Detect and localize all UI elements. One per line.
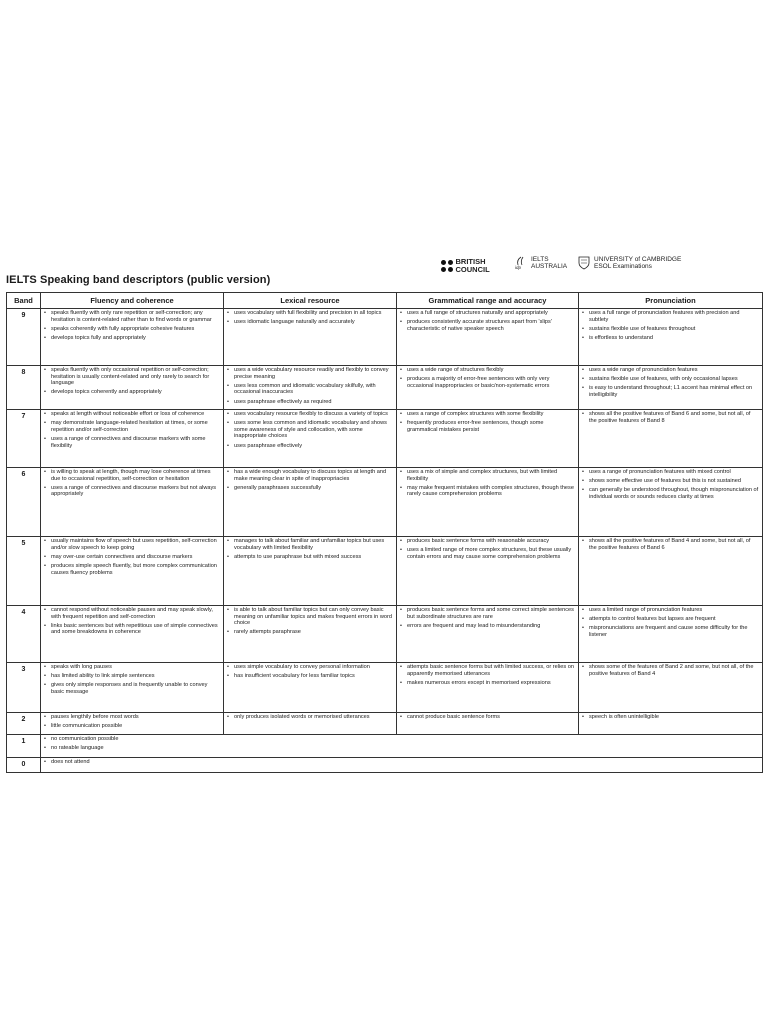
descriptor-list	[227, 714, 393, 721]
descriptor-cell	[224, 663, 397, 713]
list-item: • attempts to control features but lapses are frequent	[582, 616, 759, 623]
list-item: • uses a wide vocabulary resource readily and flexibly to convey precise meaning	[227, 367, 393, 380]
descriptor-list	[400, 607, 575, 629]
list-item: • makes numerous errors except in memorised expressions	[400, 680, 575, 687]
table-body	[7, 309, 763, 773]
band-number: 3	[7, 663, 41, 713]
descriptor-list	[44, 469, 220, 498]
descriptor-cell	[41, 309, 224, 366]
descriptor-list	[227, 538, 393, 560]
list-item: • does not attend	[44, 759, 759, 766]
british-council-logo	[441, 258, 490, 274]
list-item: • produces basic sentence forms and some correct simple sentences but subordinate structures are rare	[400, 607, 575, 620]
band-number: 6	[7, 468, 41, 537]
descriptor-list	[44, 411, 220, 449]
descriptor-list	[582, 714, 759, 721]
list-item: • generally paraphrases successfully	[227, 485, 393, 492]
descriptor-list	[227, 367, 393, 405]
descriptor-cell	[41, 713, 224, 735]
table-row	[7, 410, 763, 468]
descriptor-cell	[224, 410, 397, 468]
list-item: • uses a range of pronunciation features with mixed control	[582, 469, 759, 476]
list-item: • uses a range of complex structures with some flexibility	[400, 411, 575, 418]
descriptor-list	[582, 367, 759, 399]
band-number: 4	[7, 606, 41, 663]
list-item: • uses paraphrase effectively	[227, 443, 393, 450]
idp-line-1: IELTS	[531, 256, 549, 263]
list-item: • speaks coherently with fully appropriate cohesive features	[44, 326, 220, 333]
descriptor-cell	[224, 366, 397, 410]
list-item: • produces consistently accurate structures apart from 'slips' characteristic of native speaker speech	[400, 319, 575, 332]
list-item: • sustains flexible use of features throughout	[582, 326, 759, 333]
list-item: • develops topics fully and appropriately	[44, 335, 220, 342]
descriptor-cell	[224, 537, 397, 606]
list-item: • develops topics coherently and appropriately	[44, 389, 220, 396]
descriptor-list	[227, 607, 393, 636]
list-item: • uses idiomatic language naturally and accurately	[227, 319, 393, 326]
descriptor-list	[582, 469, 759, 501]
list-item: • mispronunciations are frequent and cause some difficulty for the listener	[582, 625, 759, 638]
descriptor-list	[400, 714, 575, 721]
table-row	[7, 758, 763, 773]
list-item: • has limited ability to link simple sentences	[44, 673, 220, 680]
list-item: • pauses lengthily before most words	[44, 714, 220, 721]
column-header: Pronunciation	[579, 293, 763, 309]
list-item: • gives only simple responses and is frequently unable to convey basic message	[44, 682, 220, 695]
british-council-line-2: COUNCIL	[455, 265, 490, 274]
table-row	[7, 606, 763, 663]
descriptor-list	[400, 310, 575, 332]
british-council-dots-icon	[441, 260, 453, 272]
list-item: • uses a full range of pronunciation features with precision and subtlety	[582, 310, 759, 323]
list-item: • uses a limited range of more complex structures, but these usually contain errors and may cause some comprehension problems	[400, 547, 575, 560]
list-item: • may over-use certain connectives and discourse markers	[44, 554, 220, 561]
descriptor-cell	[41, 468, 224, 537]
descriptor-list	[582, 411, 759, 424]
list-item: • uses a mix of simple and complex structures, but with limited flexibility	[400, 469, 575, 482]
table-row	[7, 309, 763, 366]
page-title: IELTS Speaking band descriptors (public version)	[6, 274, 271, 286]
descriptor-cell	[224, 713, 397, 735]
list-item: • speaks with long pauses	[44, 664, 220, 671]
list-item: • may demonstrate language-related hesitation at times, or some repetition and/or self-correction	[44, 420, 220, 433]
list-item: • usually maintains flow of speech but uses repetition, self-correction and/or slow speech to keep going	[44, 538, 220, 551]
descriptor-cell	[579, 410, 763, 468]
list-item: • uses less common and idiomatic vocabulary skilfully, with occasional inaccuracies	[227, 383, 393, 396]
descriptor-cell	[41, 366, 224, 410]
cambridge-line-2: ESOL Examinations	[594, 263, 652, 270]
band-number: 9	[7, 309, 41, 366]
list-item: • uses vocabulary resource flexibly to discuss a variety of topics	[227, 411, 393, 418]
table-row	[7, 735, 763, 758]
list-item: • shows some of the features of Band 2 and some, but not all, of the positive features of Band 4	[582, 664, 759, 677]
list-item: • shows all the positive features of Band 6 and some, but not all, of the positive features of Band 8	[582, 411, 759, 424]
list-item: • shows all the positive features of Band 4 and some, but not all, of the positive features of Band 6	[582, 538, 759, 551]
table-header-row	[7, 293, 763, 309]
column-header: Band	[7, 293, 41, 309]
descriptor-cell	[579, 468, 763, 537]
descriptor-cell	[397, 468, 579, 537]
list-item: • no communication possible	[44, 736, 759, 743]
descriptor-list	[400, 538, 575, 560]
list-item: • is willing to speak at length, though may lose coherence at times due to occasional repetition, self-correction or hesitation	[44, 469, 220, 482]
list-item: • is able to talk about familiar topics but can only convey basic meaning on unfamiliar topics and makes frequent errors in word choice	[227, 607, 393, 627]
list-item: • uses a wide range of structures flexibly	[400, 367, 575, 374]
band-number: 5	[7, 537, 41, 606]
list-item: • may make frequent mistakes with complex structures, though these rarely cause comprehension problems	[400, 485, 575, 498]
idp-line-2: AUSTRALIA	[531, 263, 568, 270]
band-descriptor-table	[6, 292, 763, 773]
british-council-line-1: BRITISH	[455, 257, 486, 266]
list-item: • sustains flexible use of features, with only occasional lapses	[582, 376, 759, 383]
band-number: 2	[7, 713, 41, 735]
descriptor-cell	[397, 309, 579, 366]
list-item: • produces basic sentence forms with reasonable accuracy	[400, 538, 575, 545]
list-item: • rarely attempts paraphrase	[227, 629, 393, 636]
table-row	[7, 537, 763, 606]
list-item: • uses a full range of structures naturally and appropriately	[400, 310, 575, 317]
list-item: • no rateable language	[44, 745, 759, 752]
cambridge-shield-icon	[578, 256, 590, 270]
descriptor-cell	[579, 713, 763, 735]
descriptor-cell	[41, 410, 224, 468]
list-item: • cannot produce basic sentence forms	[400, 714, 575, 721]
list-item: • only produces isolated words or memorised utterances	[227, 714, 393, 721]
list-item: • produces a majority of error-free sentences with only very occasional inappropriacies or basic/non-systematic errors	[400, 376, 575, 389]
descriptor-cell	[579, 663, 763, 713]
column-header: Lexical resource	[224, 293, 397, 309]
descriptor-cell	[579, 606, 763, 663]
list-item: • can generally be understood throughout, though mispronunciation of individual words or sounds reduces clarity at times	[582, 487, 759, 500]
list-item: • manages to talk about familiar and unfamiliar topics but uses vocabulary with limited flexibility	[227, 538, 393, 551]
list-item: • uses a range of connectives and discourse markers with some flexibility	[44, 436, 220, 449]
list-item: • uses paraphrase effectively as required	[227, 399, 393, 406]
table-row	[7, 663, 763, 713]
descriptor-list	[227, 310, 393, 326]
list-item: • frequently produces error-free sentences, though some grammatical mistakes persist	[400, 420, 575, 433]
descriptor-cell	[41, 735, 763, 758]
table-row	[7, 366, 763, 410]
list-item: • shows some effective use of features but this is not sustained	[582, 478, 759, 485]
list-item: • attempts basic sentence forms but with limited success, or relies on apparently memorised utterances	[400, 664, 575, 677]
descriptor-list	[400, 469, 575, 498]
descriptor-cell	[397, 663, 579, 713]
descriptor-list	[582, 538, 759, 551]
descriptor-cell	[224, 468, 397, 537]
list-item: • uses some less common and idiomatic vocabulary and shows some awareness of style and collocation, with some inappropriate choices	[227, 420, 393, 440]
descriptor-cell	[397, 713, 579, 735]
list-item: • is effortless to understand	[582, 335, 759, 342]
list-item: • speaks fluently with only occasional repetition or self-correction; hesitation is usually content-related and only rarely to search for language	[44, 367, 220, 387]
descriptor-list	[582, 310, 759, 342]
list-item: • has insufficient vocabulary for less familiar topics	[227, 673, 393, 680]
cambridge-esol-logo	[578, 256, 681, 270]
sheet-header	[6, 252, 762, 292]
idp-mark-icon	[514, 256, 528, 270]
band-number: 7	[7, 410, 41, 468]
descriptor-list	[400, 367, 575, 389]
descriptor-list	[44, 664, 220, 696]
descriptor-list	[400, 664, 575, 686]
descriptor-list	[227, 469, 393, 491]
descriptor-list	[400, 411, 575, 433]
column-header: Fluency and coherence	[41, 293, 224, 309]
descriptor-cell	[579, 309, 763, 366]
descriptor-list	[44, 759, 759, 766]
descriptor-list	[44, 367, 220, 396]
descriptor-list	[582, 607, 759, 639]
descriptor-cell	[397, 537, 579, 606]
idp-ielts-australia-logo	[514, 256, 567, 270]
cambridge-line-1: UNIVERSITY of CAMBRIDGE	[594, 256, 682, 263]
list-item: • uses a wide range of pronunciation features	[582, 367, 759, 374]
descriptor-cell	[397, 606, 579, 663]
list-item: • speech is often unintelligible	[582, 714, 759, 721]
descriptor-cell	[41, 663, 224, 713]
list-item: • has a wide enough vocabulary to discuss topics at length and make meaning clear in spite of inappropriacies	[227, 469, 393, 482]
descriptor-cell	[579, 537, 763, 606]
column-header: Grammatical range and accuracy	[397, 293, 579, 309]
descriptor-list	[44, 714, 220, 730]
list-item: • cannot respond without noticeable pauses and may speak slowly, with frequent repetition and self-correction	[44, 607, 220, 620]
table-row	[7, 468, 763, 537]
descriptor-cell	[224, 606, 397, 663]
list-item: • uses a range of connectives and discourse markers but not always appropriately	[44, 485, 220, 498]
descriptor-cell	[397, 410, 579, 468]
band-number: 0	[7, 758, 41, 773]
descriptor-list	[44, 310, 220, 342]
descriptor-cell	[41, 537, 224, 606]
descriptor-list	[44, 538, 220, 576]
descriptor-cell	[224, 309, 397, 366]
descriptor-list	[227, 411, 393, 449]
list-item: • attempts to use paraphrase but with mixed success	[227, 554, 393, 561]
descriptor-list	[227, 664, 393, 680]
descriptor-list	[44, 607, 220, 636]
list-item: • errors are frequent and may lead to misunderstanding	[400, 623, 575, 630]
list-item: • speaks fluently with only rare repetition or self-correction; any hesitation is content-related rather than to find words or grammar	[44, 310, 220, 323]
descriptor-list	[44, 736, 759, 752]
band-number: 8	[7, 366, 41, 410]
descriptor-cell	[397, 366, 579, 410]
table-row	[7, 713, 763, 735]
list-item: • produces simple speech fluently, but more complex communication causes fluency problems	[44, 563, 220, 576]
list-item: • speaks at length without noticeable effort or loss of coherence	[44, 411, 220, 418]
list-item: • links basic sentences but with repetitious use of simple connectives and some breakdowns in coherence	[44, 623, 220, 636]
list-item: • little communication possible	[44, 723, 220, 730]
descriptor-sheet	[6, 252, 762, 773]
list-item: • uses a limited range of pronunciation features	[582, 607, 759, 614]
descriptor-cell	[41, 758, 763, 773]
descriptor-cell	[579, 366, 763, 410]
descriptor-cell	[41, 606, 224, 663]
descriptor-list	[582, 664, 759, 677]
list-item: • uses simple vocabulary to convey personal information	[227, 664, 393, 671]
band-number: 1	[7, 735, 41, 758]
idp-mark-text: idp	[515, 265, 522, 270]
list-item: • is easy to understand throughout; L1 accent has minimal effect on intelligibility	[582, 385, 759, 398]
list-item: • uses vocabulary with full flexibility and precision in all topics	[227, 310, 393, 317]
